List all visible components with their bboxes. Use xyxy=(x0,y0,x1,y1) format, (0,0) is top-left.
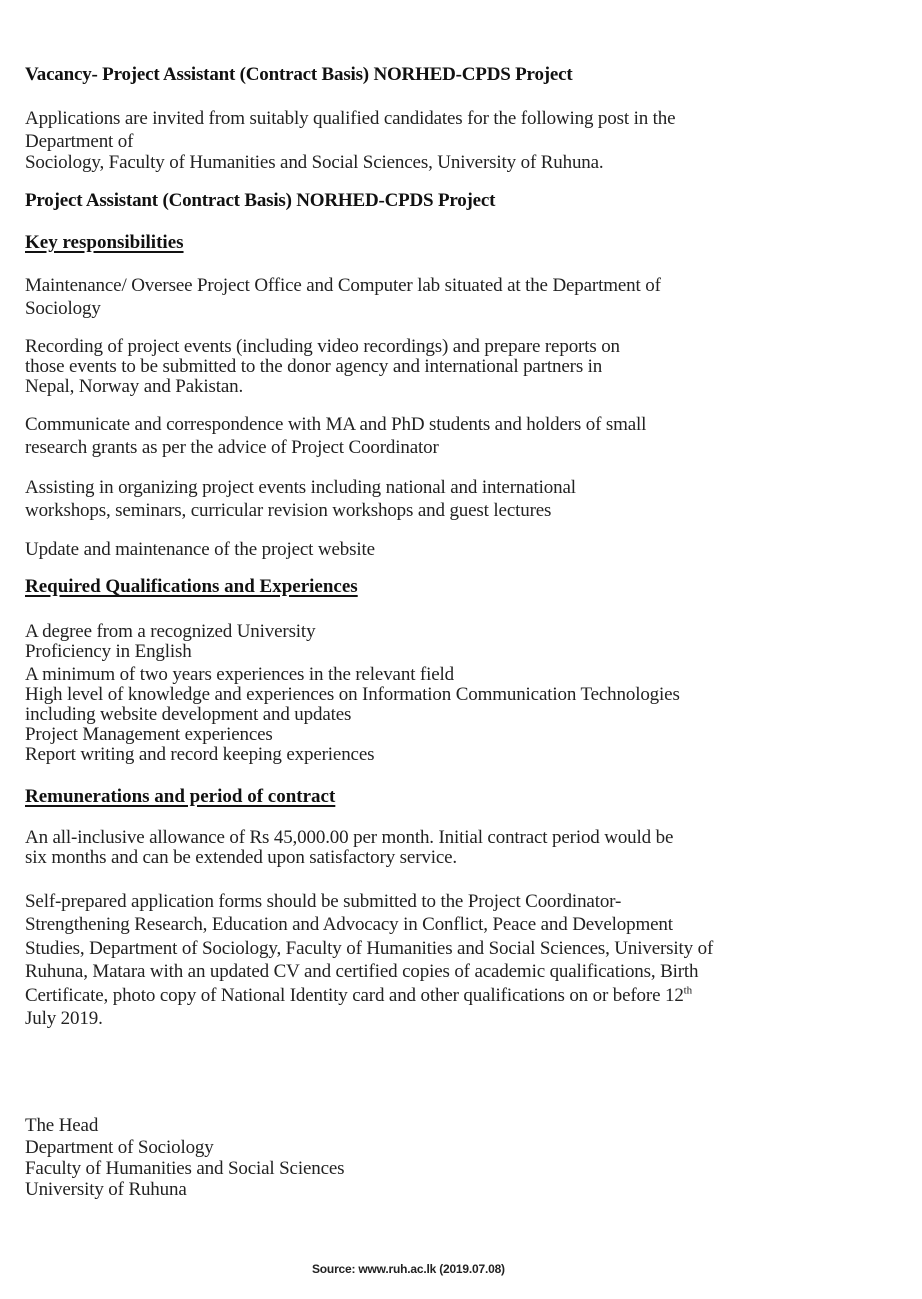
responsibility-line: Update and maintenance of the project website xyxy=(25,539,375,560)
intro-line: Department of xyxy=(25,131,134,152)
remuneration-line: six months and can be extended upon satisfactory service. xyxy=(25,847,458,868)
responsibility-line: Nepal, Norway and Pakistan. xyxy=(25,376,244,397)
qualification-line: Project Management experiences xyxy=(25,724,273,745)
intro-line: Sociology, Faculty of Humanities and Social Sciences, University of Ruhuna. xyxy=(25,152,604,173)
source-note: Source: www.ruh.ac.lk (2019.07.08) xyxy=(312,1262,505,1276)
signature-line: Faculty of Humanities and Social Sciences xyxy=(25,1158,345,1179)
remuneration-heading: Remunerations and period of contract xyxy=(25,786,336,807)
responsibility-line: Maintenance/ Oversee Project Office and Computer lab situated at the Department of xyxy=(25,275,661,296)
application-line: Studies, Department of Sociology, Faculty of Humanities and Social Sciences, University of xyxy=(25,938,714,959)
remuneration-line: An all-inclusive allowance of Rs 45,000.00 per month. Initial contract period would be xyxy=(25,827,674,848)
qualifications-heading: Required Qualifications and Experiences xyxy=(25,576,358,597)
responsibility-line: those events to be submitted to the donor agency and international partners in xyxy=(25,356,603,377)
application-line: Self-prepared application forms should be submitted to the Project Coordinator- xyxy=(25,891,622,912)
application-line: July 2019. xyxy=(25,1008,103,1029)
qualification-line: A minimum of two years experiences in the relevant field xyxy=(25,664,454,685)
qualification-line: Report writing and record keeping experiences xyxy=(25,744,375,765)
signature-line: The Head xyxy=(25,1115,99,1136)
qualification-line: including website development and updates xyxy=(25,704,352,725)
application-deadline-line xyxy=(25,985,692,1007)
responsibility-line: Sociology xyxy=(25,298,101,319)
application-line: Strengthening Research, Education and Advocacy in Conflict, Peace and Development xyxy=(25,914,673,935)
responsibility-line: research grants as per the advice of Project Coordinator xyxy=(25,437,439,458)
deadline-ordinal: th xyxy=(683,984,692,997)
qualification-line: Proficiency in English xyxy=(25,641,192,662)
qualification-line: High level of knowledge and experiences on Information Communication Technologies xyxy=(25,684,680,705)
responsibility-line: Communicate and correspondence with MA and PhD students and holders of small xyxy=(25,414,647,435)
responsibility-line: workshops, seminars, curricular revision workshops and guest lectures xyxy=(25,500,552,521)
signature-line: Department of Sociology xyxy=(25,1137,214,1158)
responsibilities-heading: Key responsibilities xyxy=(25,232,184,253)
intro-line: Applications are invited from suitably qualified candidates for the following post in the xyxy=(25,108,676,129)
responsibility-line: Assisting in organizing project events including national and international xyxy=(25,477,576,498)
document-title: Vacancy- Project Assistant (Contract Basis) NORHED-CPDS Project xyxy=(25,64,573,85)
deadline-text: Certificate, photo copy of National Identity card and other qualifications on or before 12 xyxy=(25,985,684,1006)
signature-line: University of Ruhuna xyxy=(25,1179,187,1200)
qualification-line: A degree from a recognized University xyxy=(25,621,316,642)
post-title: Project Assistant (Contract Basis) NORHED-CPDS Project xyxy=(25,190,496,211)
application-line: Ruhuna, Matara with an updated CV and certified copies of academic qualifications, Birth xyxy=(25,961,699,982)
responsibility-line: Recording of project events (including video recordings) and prepare reports on xyxy=(25,336,620,357)
